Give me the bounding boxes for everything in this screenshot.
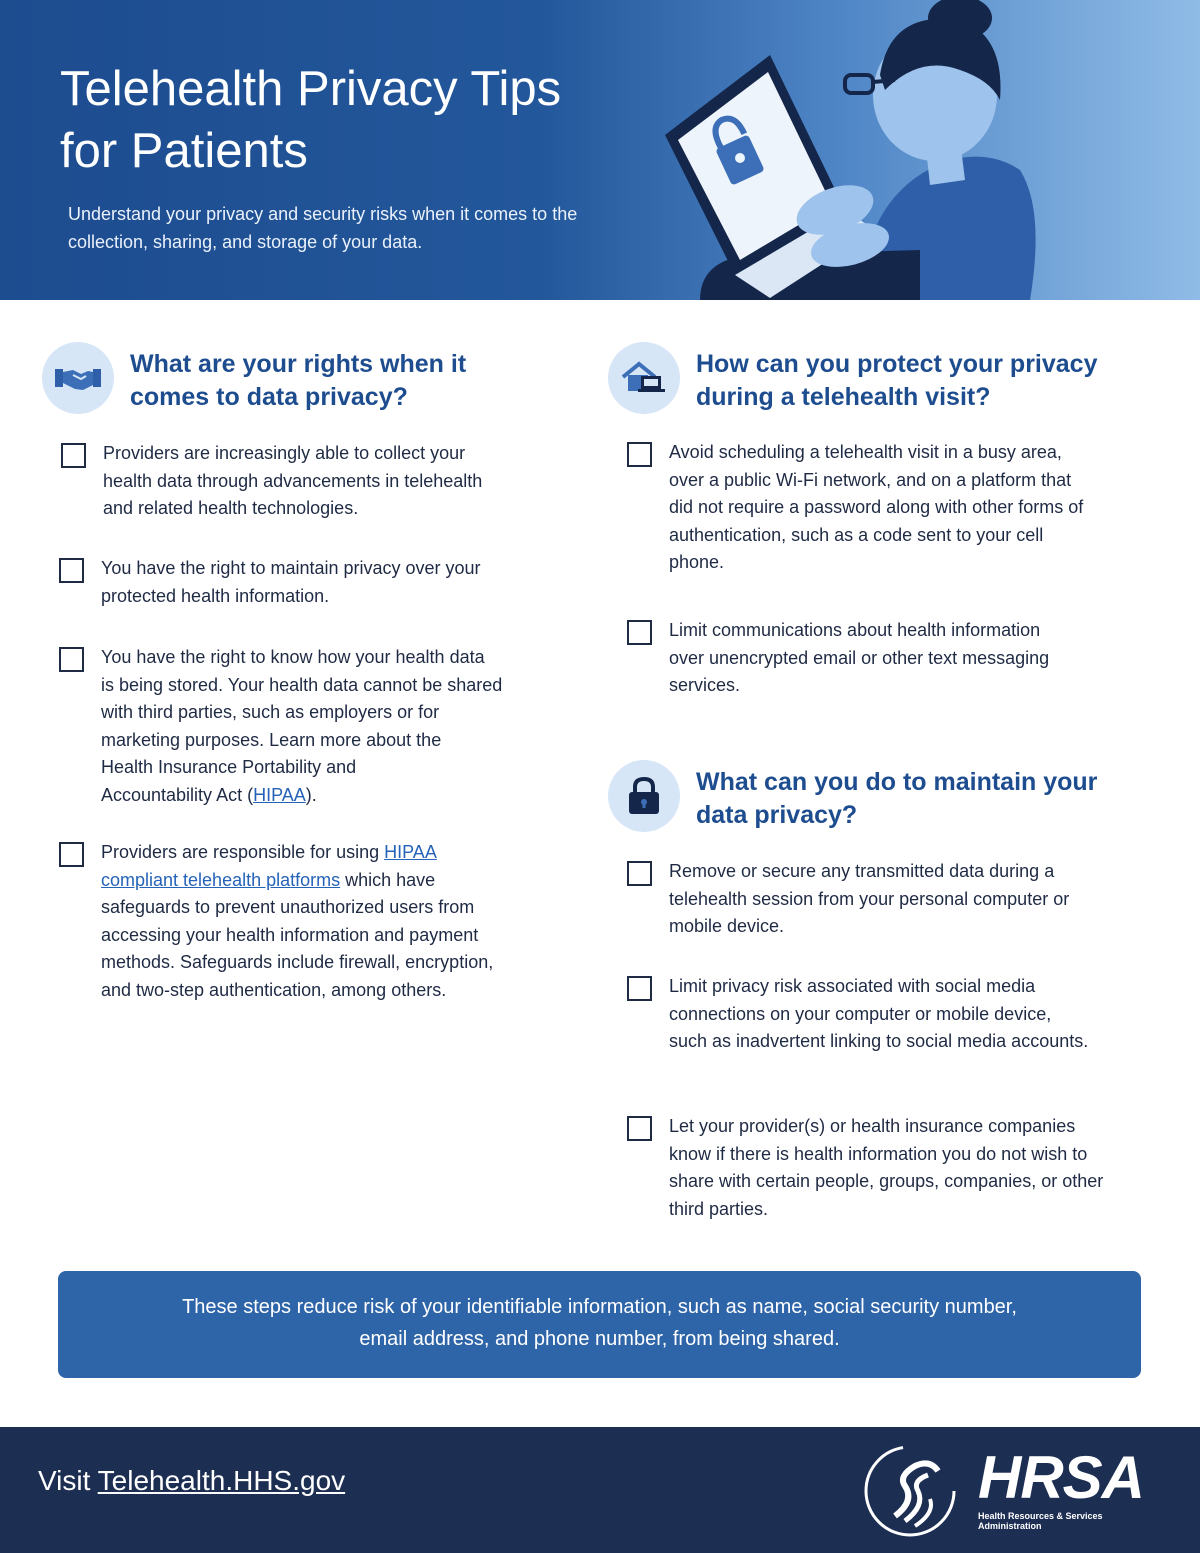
item-text <box>101 644 502 809</box>
summary-banner <box>58 1271 1141 1378</box>
rights-title-line-2: comes to data privacy? <box>130 383 408 411</box>
item-line: protected health information. <box>101 585 330 606</box>
item-line: phone. <box>669 552 725 572</box>
item-text <box>101 839 493 1004</box>
item-line: over unencrypted email or other text messaging <box>669 647 1050 668</box>
hrsa-logo-subtitle: Health Resources & Services Administration <box>978 1511 1103 1531</box>
checklist-item <box>627 1113 1103 1223</box>
item-line: safeguards to prevent unauthorized users from <box>101 897 475 917</box>
item-line: mobile device. <box>669 916 785 936</box>
footer <box>0 1427 1200 1553</box>
rights-title-line-1: What are your rights when it <box>130 350 467 378</box>
header-banner <box>0 0 1200 300</box>
item-line: Limit communications about health information <box>669 620 1041 640</box>
item-line: with third parties, such as employers or for <box>101 702 440 722</box>
item-line: telehealth session from your personal computer or <box>669 888 1070 909</box>
item-line: marketing purposes. Learn more about the <box>101 729 442 750</box>
item-text <box>669 973 1088 1056</box>
item-line: Providers are responsible for using <box>101 842 385 862</box>
maintain-title-line-1: What can you do to maintain your <box>696 768 1098 796</box>
item-line: health data through advancements in telehealth <box>103 470 483 491</box>
item-line: ). <box>305 784 317 805</box>
hipaa-link[interactable]: HIPAA <box>253 784 306 805</box>
checklist-item <box>59 839 493 1004</box>
item-line: services. <box>669 675 741 695</box>
maintain-title-line-2: data privacy? <box>696 801 858 829</box>
item-text <box>669 617 1049 700</box>
home-laptop-icon-circle <box>608 342 680 414</box>
subtitle-line-1: Understand your privacy and security risks when it comes to the <box>68 204 578 224</box>
checkbox[interactable] <box>627 976 652 1001</box>
checklist-item <box>627 973 1088 1056</box>
checkbox[interactable] <box>627 861 652 886</box>
hipaa-compliant-link[interactable]: HIPAA <box>384 842 437 862</box>
maintain-section-header <box>608 760 1116 832</box>
hrsa-logo <box>978 1444 1168 1531</box>
page-title <box>60 58 660 182</box>
item-line: and related health technologies. <box>103 498 359 518</box>
checkbox[interactable] <box>627 1116 652 1141</box>
item-text <box>103 440 482 523</box>
checklist-item <box>59 555 481 610</box>
hipaa-compliant-platforms-link[interactable]: compliant telehealth platforms <box>101 869 341 890</box>
item-line: is being stored. Your health data cannot be shared <box>101 674 503 695</box>
item-line: Providers are increasingly able to collect your <box>103 443 466 463</box>
item-line: over a public Wi-Fi network, and on a platform that <box>669 469 1072 490</box>
item-line: Let your provider(s) or health insurance companies <box>669 1116 1076 1136</box>
item-line: third parties. <box>669 1198 769 1219</box>
checkbox[interactable] <box>61 443 86 468</box>
item-text <box>669 858 1069 941</box>
handshake-icon-circle <box>42 342 114 414</box>
item-line: accessing your health information and payment <box>101 924 479 945</box>
maintain-section-title <box>696 766 1116 832</box>
lock-icon-circle <box>608 760 680 832</box>
checklist-item <box>59 644 502 809</box>
item-line: methods. Safeguards include firewall, encryption, <box>101 952 494 972</box>
checkbox[interactable] <box>627 442 652 467</box>
checklist-item <box>627 617 1049 700</box>
subtitle-line-2: collection, sharing, and storage of your data. <box>68 232 423 252</box>
title-line-1: Telehealth Privacy Tips <box>60 62 562 116</box>
item-line: authentication, such as a code sent to your cell <box>669 524 1044 545</box>
rights-section-header <box>42 342 550 414</box>
handshake-icon <box>55 363 101 393</box>
lock-icon <box>627 777 661 815</box>
checklist-item <box>627 439 1083 577</box>
protect-section-header <box>608 342 1116 414</box>
telehealth-hhs-link[interactable]: Telehealth.HHS.gov <box>97 1465 346 1496</box>
protect-title-line-1: How can you protect your privacy <box>696 350 1098 378</box>
footer-visit-text <box>38 1465 345 1497</box>
protect-section-title <box>696 348 1116 414</box>
item-line: and two-step authentication, among others. <box>101 979 447 1000</box>
checkbox[interactable] <box>627 620 652 645</box>
woman-with-laptop-illustration <box>660 0 1200 300</box>
item-line: Avoid scheduling a telehealth visit in a busy area, <box>669 442 1062 462</box>
item-line: Accountability Act ( <box>101 784 254 805</box>
rights-section-title <box>130 348 550 414</box>
item-line: did not require a password along with other forms of <box>669 497 1084 517</box>
hhs-seal-logo <box>860 1441 960 1541</box>
checklist-item <box>627 858 1069 941</box>
item-text <box>669 1113 1103 1223</box>
item-line: such as inadvertent linking to social media accounts. <box>669 1031 1089 1051</box>
home-laptop-icon <box>621 361 667 395</box>
item-line: connections on your computer or mobile device, <box>669 1003 1052 1024</box>
banner-line-2: email address, and phone number, from being shared. <box>359 1328 840 1350</box>
checkbox[interactable] <box>59 558 84 583</box>
item-line: Remove or secure any transmitted data during a <box>669 861 1055 881</box>
checkbox[interactable] <box>59 647 84 672</box>
checkbox[interactable] <box>59 842 84 867</box>
item-line: know if there is health information you do not wish to <box>669 1143 1088 1164</box>
item-line: Health Insurance Portability and <box>101 757 357 777</box>
item-text <box>101 555 481 610</box>
title-line-2: for Patients <box>60 124 308 178</box>
banner-line-1: These steps reduce risk of your identifiable information, such as name, social security number, <box>182 1296 1017 1318</box>
item-line: share with certain people, groups, companies, or other <box>669 1171 1104 1191</box>
hrsa-logo-word: HRSA <box>978 1444 1145 1511</box>
item-line: which have <box>340 869 436 890</box>
visit-prefix: Visit <box>38 1465 98 1496</box>
page-subtitle <box>68 200 668 256</box>
item-line: Limit privacy risk associated with social media <box>669 976 1036 996</box>
item-line: You have the right to maintain privacy over your <box>101 558 481 578</box>
checklist-item <box>61 440 482 523</box>
item-line: You have the right to know how your health data <box>101 647 485 667</box>
protect-title-line-2: during a telehealth visit? <box>696 383 991 411</box>
item-text <box>669 439 1083 577</box>
